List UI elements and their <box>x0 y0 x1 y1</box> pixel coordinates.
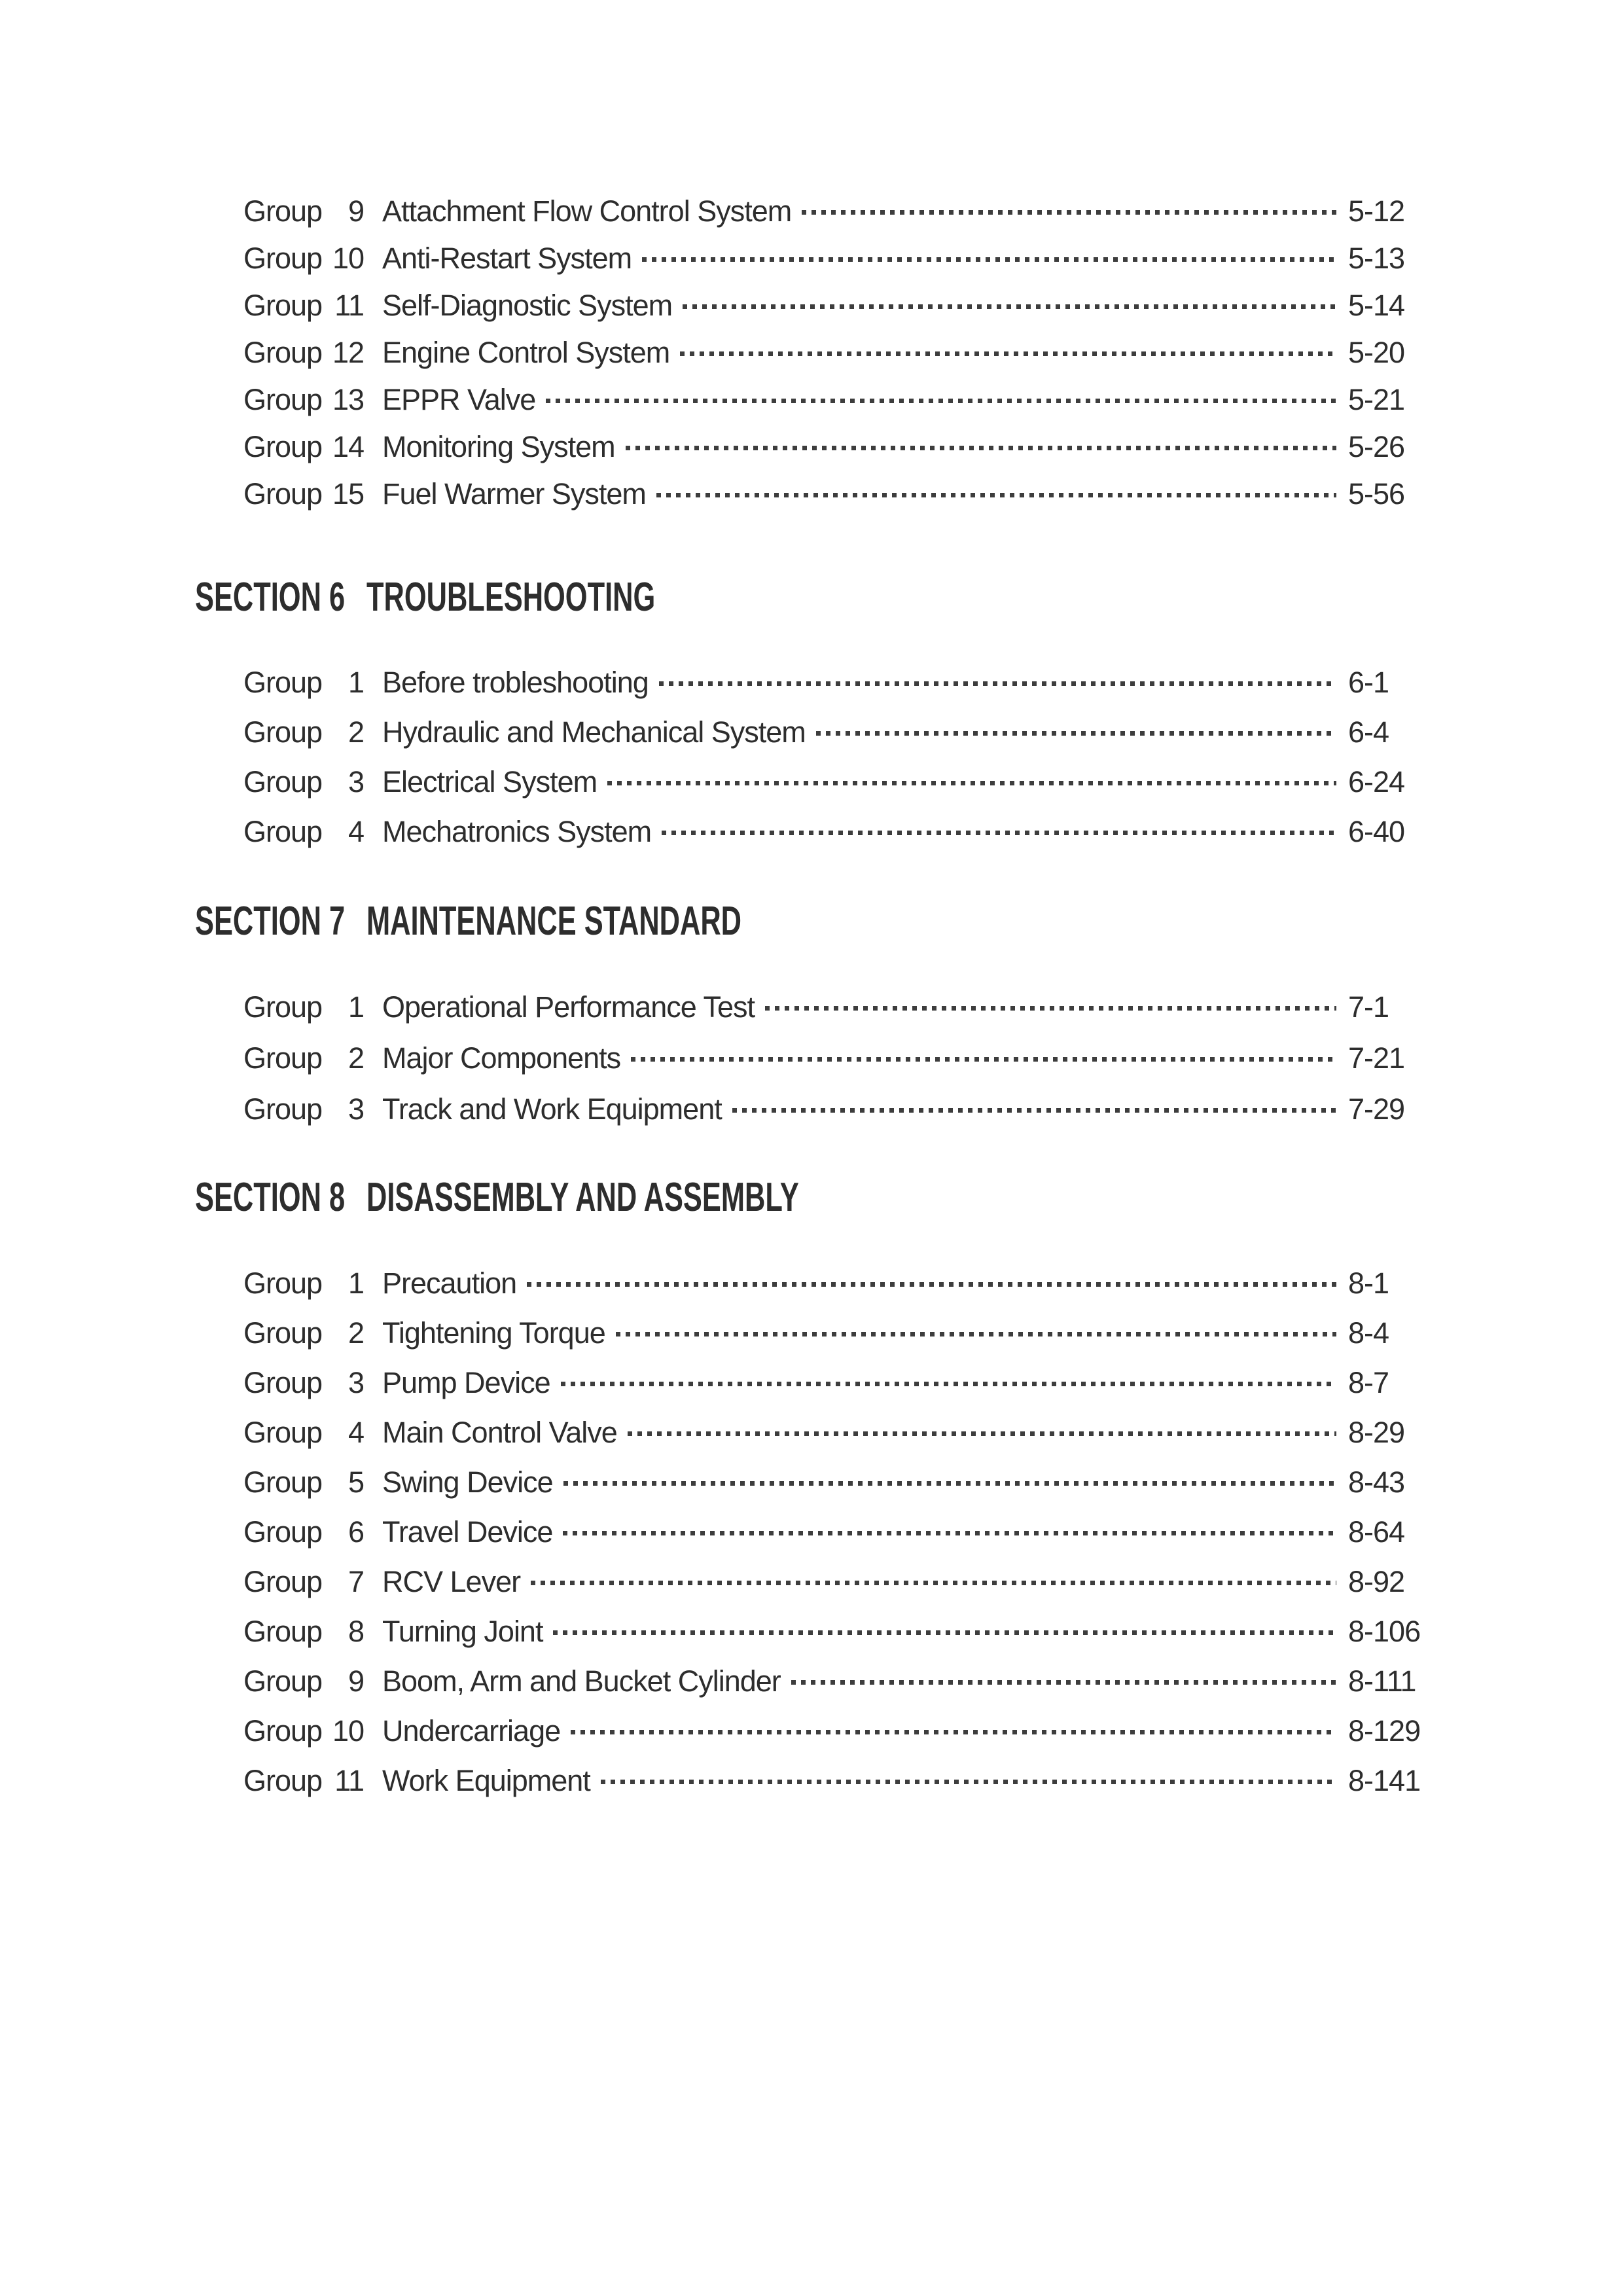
group-number: 2 <box>348 1316 364 1350</box>
page-number: 5-13 <box>1348 241 1405 275</box>
entry-title: Before trobleshooting <box>382 665 649 699</box>
page-number: 7-21 <box>1348 1041 1405 1075</box>
toc-entry <box>243 806 1448 856</box>
toc-entry <box>243 1457 1448 1507</box>
group-label: Group <box>243 1614 323 1648</box>
group-label: Group <box>243 1465 323 1499</box>
group-label: Group <box>243 1515 323 1549</box>
dot-leader <box>791 1680 1336 1685</box>
group-label: Group <box>243 814 323 848</box>
entry-title: Main Control Valve <box>382 1415 617 1449</box>
toc-entry <box>243 1656 1448 1706</box>
group-label: Group <box>243 476 323 511</box>
toc-entry <box>243 1308 1448 1357</box>
toc-entry <box>243 1755 1448 1805</box>
group-number: 4 <box>348 1415 364 1449</box>
dot-leader <box>732 1108 1336 1113</box>
toc-entry <box>243 1032 1448 1083</box>
group-label: Group <box>243 1564 323 1598</box>
entry-title: Undercarriage <box>382 1713 561 1748</box>
page-number: 5-26 <box>1348 429 1405 463</box>
toc-group-list <box>243 981 1448 1134</box>
page-number: 8-1 <box>1348 1266 1389 1300</box>
toc-entry <box>243 470 1448 517</box>
group-number: 15 <box>332 476 364 511</box>
page-number: 8-92 <box>1348 1564 1405 1598</box>
page-number: 8-129 <box>1348 1713 1421 1748</box>
toc-entry <box>243 234 1448 281</box>
toc-entry <box>243 281 1448 329</box>
dot-leader <box>680 351 1336 356</box>
dot-leader <box>571 1730 1336 1734</box>
entry-title: Major Components <box>382 1041 621 1075</box>
entry-title: Engine Control System <box>382 335 670 369</box>
section-title: MAINTENANCE STANDARD <box>366 899 742 944</box>
dot-leader <box>601 1780 1336 1784</box>
dot-leader <box>662 831 1336 835</box>
page-number: 6-1 <box>1348 665 1389 699</box>
group-label: Group <box>243 194 323 228</box>
entry-title: Pump Device <box>382 1365 550 1399</box>
toc-group-list <box>243 187 1448 517</box>
dot-leader <box>616 1332 1336 1336</box>
page-number: 8-64 <box>1348 1515 1405 1549</box>
entry-title: Fuel Warmer System <box>382 476 646 511</box>
group-label: Group <box>243 990 323 1024</box>
group-number: 5 <box>348 1465 364 1499</box>
group-number: 10 <box>332 1713 364 1748</box>
dot-leader <box>626 446 1336 450</box>
group-number: 8 <box>348 1614 364 1648</box>
group-number: 2 <box>348 1041 364 1075</box>
group-number: 12 <box>332 335 364 369</box>
toc-entry <box>243 1606 1448 1656</box>
entry-title: Work Equipment <box>382 1763 590 1797</box>
toc-entry <box>243 1258 1448 1308</box>
entry-title: Boom, Arm and Bucket Cylinder <box>382 1664 781 1698</box>
group-label: Group <box>243 764 323 798</box>
group-label: Group <box>243 288 323 322</box>
page-number: 7-1 <box>1348 990 1389 1024</box>
entry-title: Attachment Flow Control System <box>382 194 792 228</box>
group-label: Group <box>243 1365 323 1399</box>
section-title: TROUBLESHOOTING <box>366 575 656 620</box>
toc-entry <box>243 1407 1448 1457</box>
page-number: 5-12 <box>1348 194 1405 228</box>
dot-leader <box>563 1481 1336 1486</box>
section-number-label: SECTION 8 <box>195 1175 346 1220</box>
group-label: Group <box>243 1713 323 1748</box>
dot-leader <box>631 1057 1336 1062</box>
section-heading-text <box>195 577 655 618</box>
group-label: Group <box>243 1415 323 1449</box>
dot-leader <box>563 1531 1336 1535</box>
page-number: 8-43 <box>1348 1465 1405 1499</box>
group-number: 14 <box>332 429 364 463</box>
group-label: Group <box>243 1664 323 1698</box>
section-number-label: SECTION 7 <box>195 899 346 944</box>
dot-leader <box>531 1581 1336 1585</box>
entry-title: Mechatronics System <box>382 814 652 848</box>
section-heading <box>195 1177 1058 1218</box>
group-number: 3 <box>348 1092 364 1126</box>
toc-entry <box>243 1357 1448 1407</box>
toc-entry <box>243 757 1448 806</box>
entry-title: EPPR Valve <box>382 382 536 416</box>
page-number: 6-40 <box>1348 814 1405 848</box>
toc-entry <box>243 376 1448 423</box>
group-number: 4 <box>348 814 364 848</box>
group-number: 9 <box>348 1664 364 1698</box>
toc-entry <box>243 707 1448 757</box>
toc-entry <box>243 187 1448 234</box>
group-label: Group <box>243 1316 323 1350</box>
toc-entry <box>243 981 1448 1032</box>
page-number: 8-7 <box>1348 1365 1389 1399</box>
entry-title: Electrical System <box>382 764 597 798</box>
page-number: 7-29 <box>1348 1092 1405 1126</box>
entry-title: Hydraulic and Mechanical System <box>382 715 806 749</box>
group-number: 1 <box>348 1266 364 1300</box>
page-number: 6-24 <box>1348 764 1405 798</box>
group-number: 2 <box>348 715 364 749</box>
group-label: Group <box>243 382 323 416</box>
group-label: Group <box>243 1092 323 1126</box>
dot-leader <box>683 304 1336 309</box>
group-label: Group <box>243 1041 323 1075</box>
dot-leader <box>527 1282 1336 1287</box>
entry-title: Anti-Restart System <box>382 241 632 275</box>
toc-entry <box>243 1083 1448 1134</box>
group-label: Group <box>243 429 323 463</box>
section-heading-text <box>195 901 741 942</box>
toc-entry <box>243 1706 1448 1755</box>
group-number: 10 <box>332 241 364 275</box>
page-number: 5-21 <box>1348 382 1405 416</box>
group-label: Group <box>243 715 323 749</box>
page-number: 8-29 <box>1348 1415 1405 1449</box>
entry-title: Swing Device <box>382 1465 553 1499</box>
group-number: 1 <box>348 665 364 699</box>
dot-leader <box>659 681 1336 686</box>
page-number: 8-106 <box>1348 1614 1421 1648</box>
entry-title: Self-Diagnostic System <box>382 288 673 322</box>
group-number: 11 <box>334 288 364 322</box>
group-number: 9 <box>348 194 364 228</box>
dot-leader <box>802 210 1336 215</box>
dot-leader <box>561 1382 1336 1386</box>
group-label: Group <box>243 1266 323 1300</box>
page-number: 8-141 <box>1348 1763 1421 1797</box>
entry-title: Monitoring System <box>382 429 615 463</box>
toc-group-list <box>243 1258 1448 1805</box>
dot-leader <box>546 399 1336 403</box>
section-heading <box>195 577 853 618</box>
section-heading <box>195 901 976 942</box>
group-label: Group <box>243 335 323 369</box>
dot-leader <box>553 1630 1336 1635</box>
entry-title: Travel Device <box>382 1515 553 1549</box>
dot-leader <box>656 493 1336 497</box>
group-label: Group <box>243 1763 323 1797</box>
group-label: Group <box>243 665 323 699</box>
dot-leader <box>607 781 1336 785</box>
entry-title: Track and Work Equipment <box>382 1092 722 1126</box>
dot-leader <box>642 257 1336 262</box>
entry-title: RCV Lever <box>382 1564 521 1598</box>
dot-leader <box>765 1006 1336 1011</box>
toc-entry <box>243 1556 1448 1606</box>
dot-leader <box>816 731 1336 736</box>
dot-leader <box>628 1431 1336 1436</box>
entry-title: Operational Performance Test <box>382 990 755 1024</box>
toc-entry <box>243 657 1448 707</box>
entry-title: Precaution <box>382 1266 517 1300</box>
group-number: 13 <box>332 382 364 416</box>
toc-entry <box>243 1507 1448 1556</box>
section-title: DISASSEMBLY AND ASSEMBLY <box>366 1175 799 1220</box>
page-number: 5-20 <box>1348 335 1405 369</box>
toc-group-list <box>243 657 1448 856</box>
page-number: 8-4 <box>1348 1316 1389 1350</box>
entry-title: Turning Joint <box>382 1614 543 1648</box>
section-number-label: SECTION 6 <box>195 575 346 620</box>
group-label: Group <box>243 241 323 275</box>
page-number: 8-111 <box>1348 1664 1416 1698</box>
section-heading-text <box>195 1177 799 1218</box>
toc-entry <box>243 423 1448 470</box>
entry-title: Tightening Torque <box>382 1316 605 1350</box>
group-number: 1 <box>348 990 364 1024</box>
page-number: 5-14 <box>1348 288 1405 322</box>
toc-entry <box>243 329 1448 376</box>
page-number: 5-56 <box>1348 476 1405 511</box>
group-number: 6 <box>348 1515 364 1549</box>
group-number: 3 <box>348 764 364 798</box>
group-number: 7 <box>348 1564 364 1598</box>
group-number: 11 <box>334 1763 364 1797</box>
page-number: 6-4 <box>1348 715 1389 749</box>
group-number: 3 <box>348 1365 364 1399</box>
